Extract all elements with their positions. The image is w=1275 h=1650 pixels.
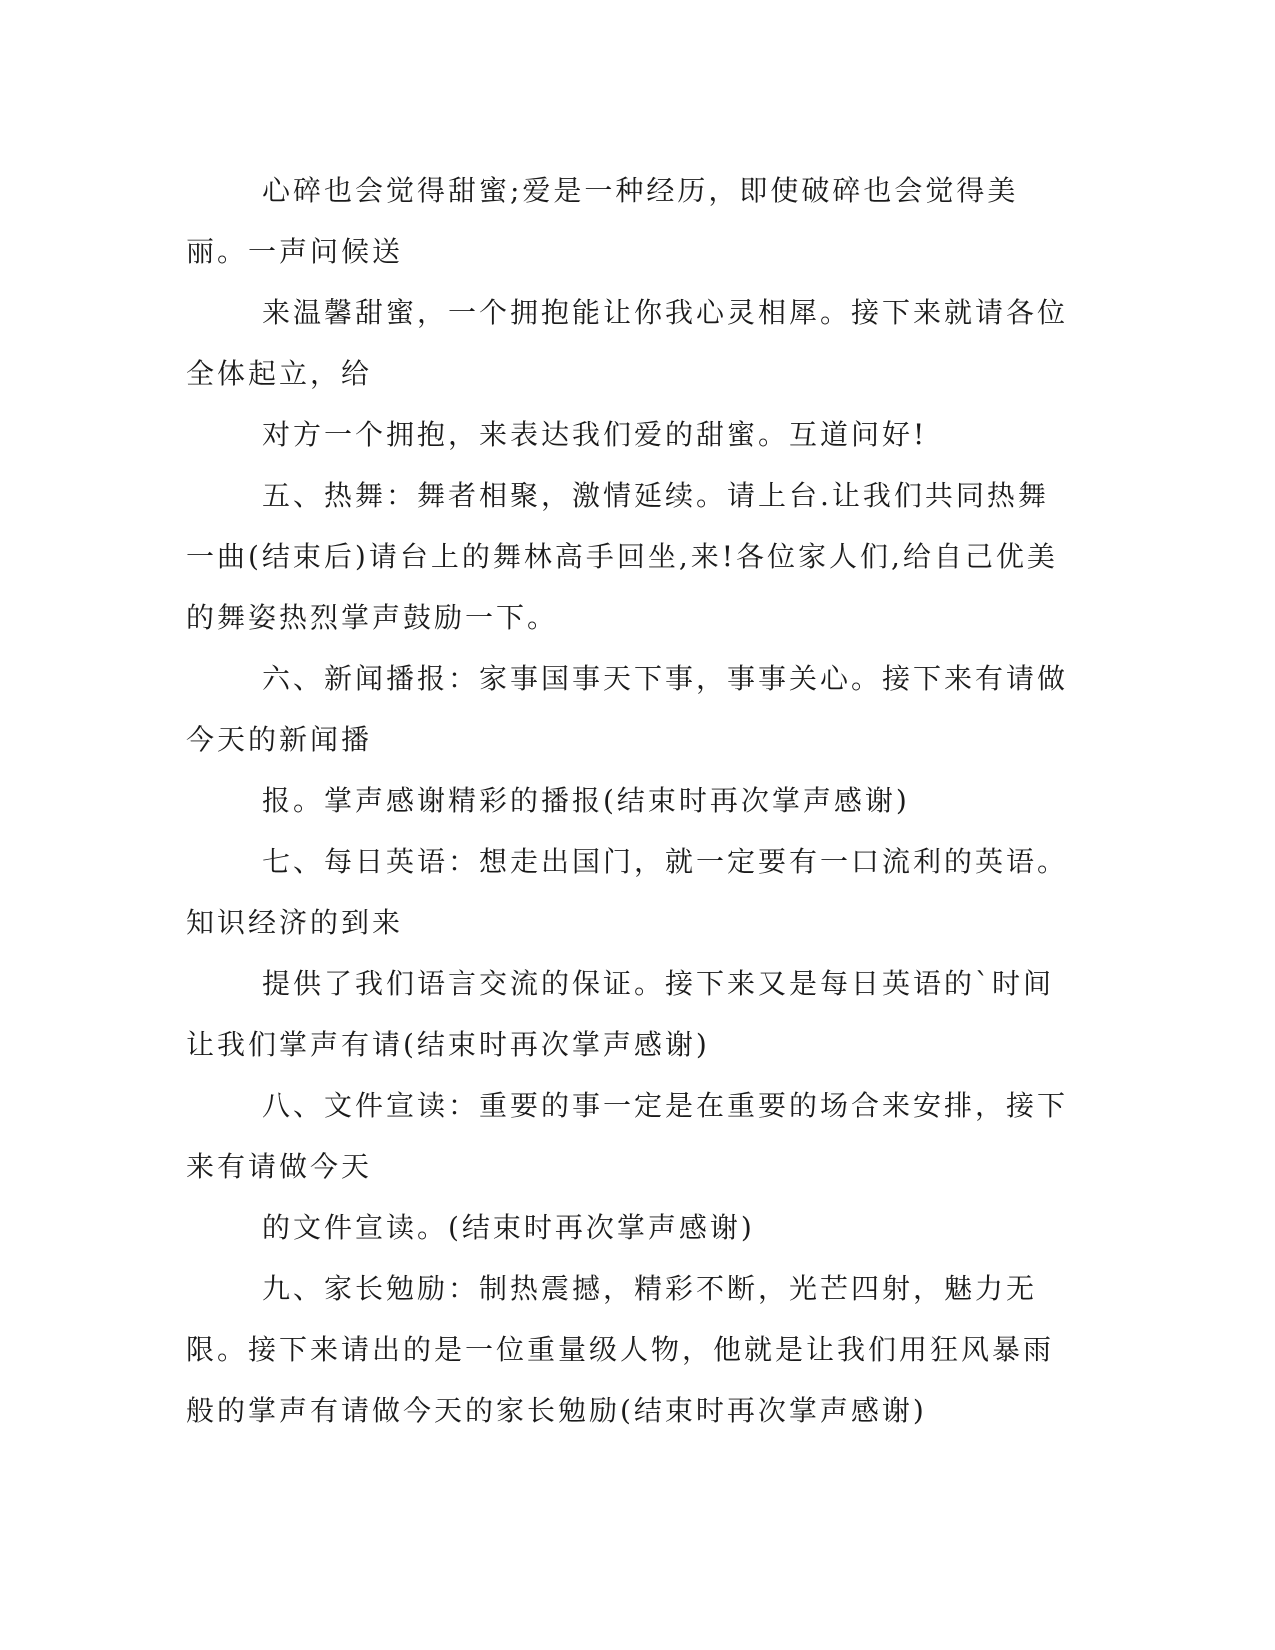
- paragraph-3: 对方一个拥抱，来表达我们爱的甜蜜。互道问好!: [262, 418, 928, 451]
- paragraph-news-2: 报。掌声感谢精彩的播报(结束时再次掌声感谢): [262, 784, 910, 817]
- paragraph-dance: 五、热舞：舞者相聚，激情延续。请上台.让我们共同热舞一曲(结束后)请台上的舞林高手回坐,来!各位家人们,给自己优美的舞姿热烈掌声鼓励一下。: [186, 479, 1058, 634]
- paragraph-1: 心碎也会觉得甜蜜;爱是一种经历，即使破碎也会觉得美丽。一声问候送: [186, 174, 1019, 268]
- paragraph-english-1: 七、每日英语：想走出国门，就一定要有一口流利的英语。知识经济的到来: [186, 845, 1069, 939]
- paragraph-document-reading-1: 八、文件宣读：重要的事一定是在重要的场合来安排，接下来有请做今天: [186, 1089, 1069, 1183]
- paragraph-document-reading-2: 的文件宣读。(结束时再次掌声感谢): [262, 1211, 755, 1244]
- paragraph-english-2: 提供了我们语言交流的保证。接下来又是每日英语的`时间让我们掌声有请(结束时再次掌声感谢): [186, 967, 1055, 1061]
- document-body: [186, 160, 1076, 1441]
- paragraph-2: 来温馨甜蜜，一个拥抱能让你我心灵相犀。接下来就请各位全体起立，给: [186, 296, 1069, 390]
- paragraph-parent-encouragement: 九、家长勉励：制热震撼，精彩不断，光芒四射，魅力无限。接下来请出的是一位重量级人物，他就是让我们用狂风暴雨般的掌声有请做今天的家长勉励(结束时再次掌声感谢): [186, 1272, 1055, 1427]
- paragraph-news-1: 六、新闻播报：家事国事天下事，事事关心。接下来有请做今天的新闻播: [186, 662, 1069, 756]
